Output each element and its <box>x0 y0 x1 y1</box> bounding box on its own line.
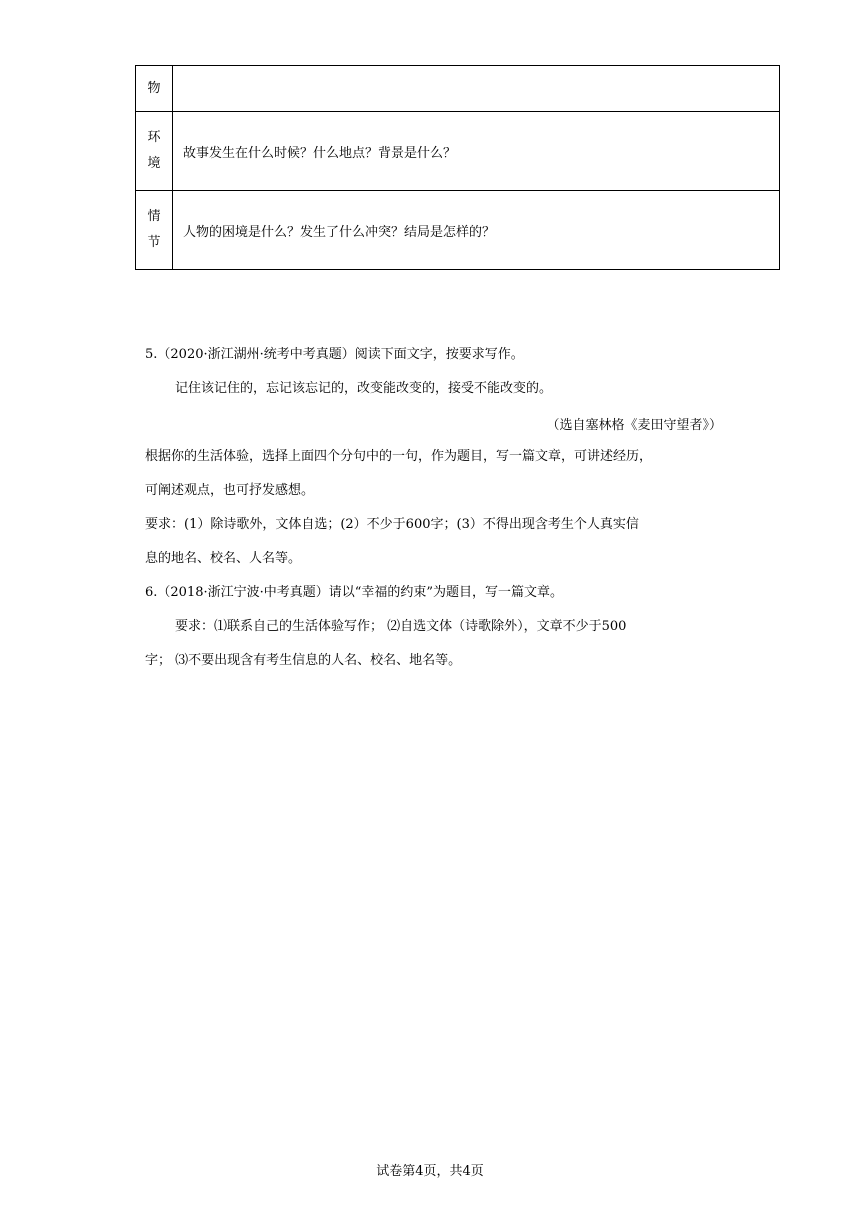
row-desc: 人物的困境是什么？发生了什么冲突？结局是怎样的？ <box>173 191 780 270</box>
story-elements-table <box>135 65 780 270</box>
row-label-text: 物 <box>147 80 161 96</box>
row-label-char: 情 <box>147 209 161 224</box>
table-row <box>136 191 780 270</box>
table-row <box>136 112 780 191</box>
row-label-char: 境 <box>147 156 161 171</box>
row-desc: 故事发生在什么时候？什么地点？背景是什么？ <box>173 112 780 191</box>
question-6-header: 6.（2018·浙江宁波·中考真题）请以“幸福的约束”为题目，写一篇文章。 <box>145 585 564 600</box>
question-5-requirements-line1: 要求：(1）除诗歌外，文体自选；(2）不少于600字；(3）不得出现含考生个人真实信 <box>145 517 639 532</box>
row-label-char: 节 <box>147 235 161 250</box>
row-label <box>136 66 173 112</box>
question-5-quote: 记住该记住的，忘记该忘记的，改变能改变的，接受不能改变的。 <box>175 381 553 396</box>
question-5-header: 5.（2020·浙江湖州·统考中考真题）阅读下面文字，按要求写作。 <box>145 347 524 362</box>
question-5-source: （选自塞林格《麦田守望者》） <box>546 418 722 433</box>
question-5-requirements-line2: 息的地名、校名、人名等。 <box>145 551 302 566</box>
question-6-requirements-line2: 字； ⑶不要出现含有考生信息的人名、校名、地名等。 <box>145 653 462 668</box>
row-desc <box>173 66 780 112</box>
row-label-char: 环 <box>147 130 161 145</box>
question-5-body-line1: 根据你的生活体验，选择上面四个分句中的一句，作为题目，写一篇文章，可讲述经历， <box>145 449 653 464</box>
question-5-body-line2: 可阐述观点，也可抒发感想。 <box>145 483 315 498</box>
question-6-requirements-line1: 要求：⑴联系自己的生活体验写作； ⑵自选文体（诗歌除外），文章不少于500 <box>175 619 627 634</box>
page-footer: 试卷第4页，共4页 <box>376 1164 484 1179</box>
row-label <box>136 191 173 270</box>
table-row <box>136 66 780 112</box>
row-label <box>136 112 173 191</box>
